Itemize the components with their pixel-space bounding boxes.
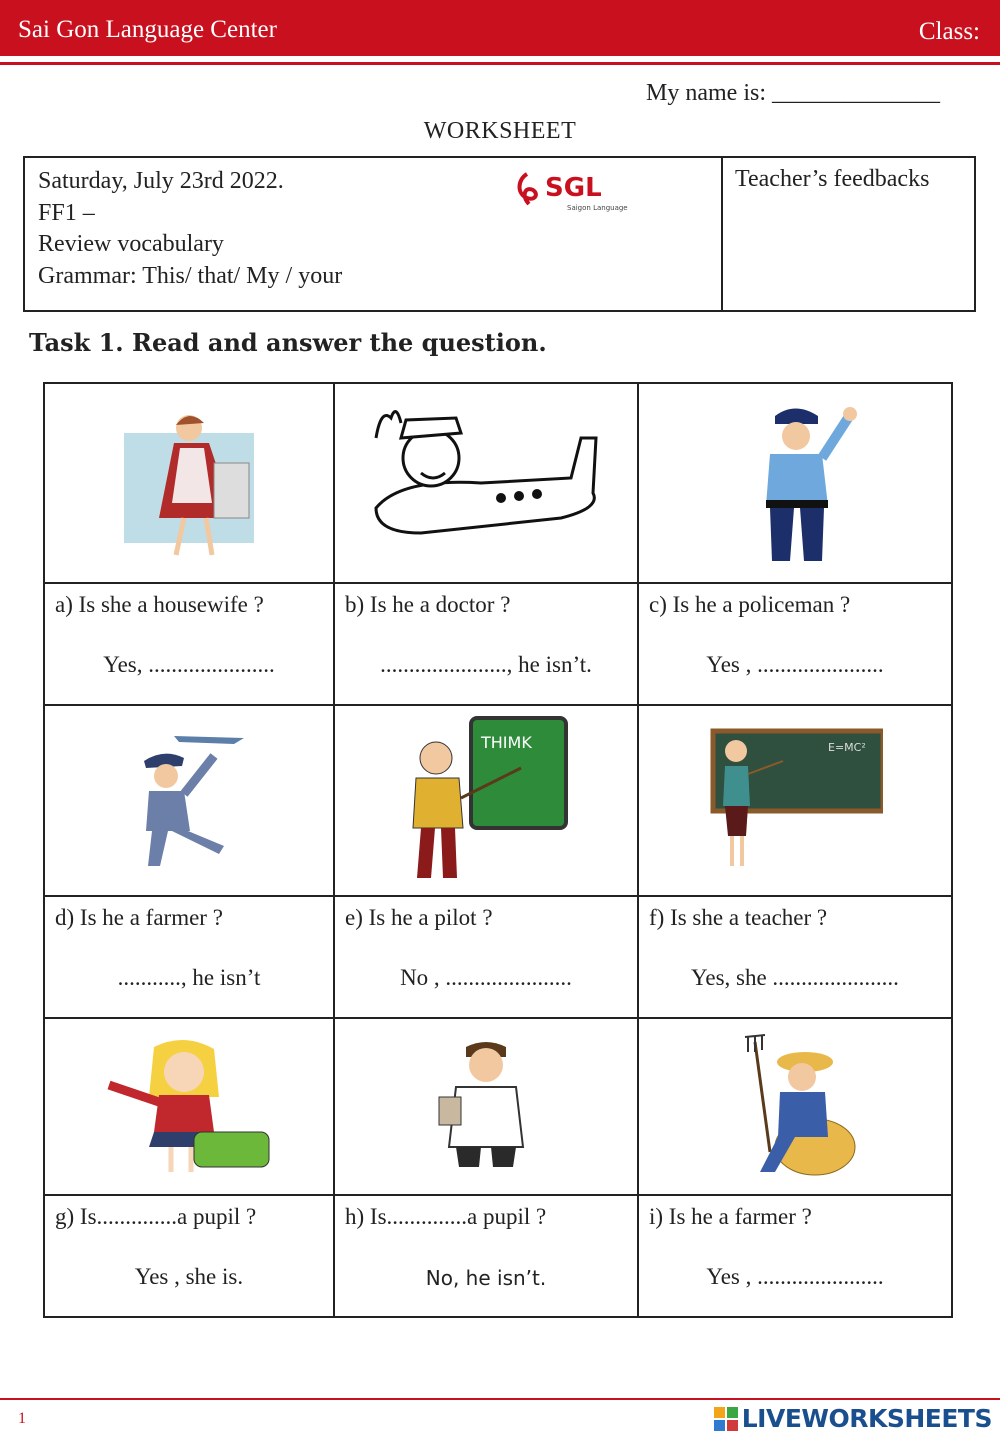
question-text: g) Is..............a pupil ? bbox=[55, 1204, 257, 1229]
image-cell bbox=[44, 1018, 334, 1195]
info-divider bbox=[721, 158, 723, 310]
question-cell-c bbox=[638, 583, 952, 705]
answer-field[interactable]: Yes, she ...................... bbox=[691, 965, 899, 990]
header-bar bbox=[0, 0, 1000, 56]
image-cell bbox=[638, 705, 952, 896]
policeman-illustration bbox=[720, 396, 870, 571]
worksheet-title: WORKSHEET bbox=[423, 118, 577, 144]
feedback-label: Teacher’s feedbacks bbox=[735, 166, 930, 192]
image-cell bbox=[638, 1018, 952, 1195]
pupil-girl-illustration bbox=[99, 1037, 279, 1177]
teacher-board-illustration bbox=[401, 713, 571, 888]
answer-text: No, he isn’t. bbox=[425, 1266, 547, 1290]
brand-text: LIVEWORKSHEETS bbox=[741, 1404, 992, 1433]
question-text: h) Is..............a pupil ? bbox=[345, 1204, 547, 1229]
logo-sub: Saigon Language bbox=[567, 204, 628, 212]
question-text: c) Is he a policeman ? bbox=[649, 592, 851, 617]
question-text: i) Is he a farmer ? bbox=[649, 1204, 812, 1229]
info-box bbox=[23, 156, 976, 312]
female-teacher-illustration bbox=[708, 726, 883, 876]
image-cell bbox=[44, 705, 334, 896]
footer-divider bbox=[0, 1398, 1000, 1400]
lesson-course: FF1 – bbox=[38, 199, 95, 226]
pilot-illustration bbox=[124, 726, 254, 876]
image-cell bbox=[334, 1018, 638, 1195]
pilot-plane-illustration bbox=[361, 398, 611, 568]
image-cell bbox=[334, 383, 638, 583]
question-cell-g bbox=[44, 1195, 334, 1317]
answer-field[interactable]: Yes , ...................... bbox=[706, 652, 884, 677]
center-name: Sai Gon Language Center bbox=[18, 16, 277, 43]
answer-field[interactable]: ..........., he isn’t bbox=[117, 965, 261, 990]
lesson-date: Saturday, July 23rd 2022. bbox=[38, 168, 284, 194]
question-text: b) Is he a doctor ? bbox=[345, 592, 511, 617]
answer-field[interactable]: Yes , ...................... bbox=[706, 1264, 884, 1289]
image-cell bbox=[638, 383, 952, 583]
task-title: Task 1. Read and answer the question. bbox=[29, 328, 547, 357]
question-text: a) Is she a housewife ? bbox=[55, 592, 264, 617]
sgl-logo bbox=[515, 166, 635, 216]
doctor-illustration bbox=[411, 1037, 561, 1177]
image-cell bbox=[334, 705, 638, 896]
logo-text: SGL bbox=[545, 173, 602, 203]
question-table bbox=[43, 382, 953, 1318]
housewife-illustration bbox=[114, 403, 264, 563]
question-cell-i bbox=[638, 1195, 952, 1317]
liveworksheets-logo-icon bbox=[714, 1407, 738, 1431]
lesson-info bbox=[38, 166, 342, 292]
image-cell bbox=[44, 383, 334, 583]
question-cell-e bbox=[334, 896, 638, 1018]
answer-field[interactable]: ......................, he isn’t. bbox=[380, 652, 592, 677]
question-cell-d bbox=[44, 896, 334, 1018]
question-cell-h bbox=[334, 1195, 638, 1317]
question-cell-a bbox=[44, 583, 334, 705]
question-text: e) Is he a pilot ? bbox=[345, 905, 493, 930]
svg-text:THIMK: THIMK bbox=[481, 733, 532, 752]
header-divider bbox=[0, 62, 1000, 65]
name-field[interactable]: My name is: ______________ bbox=[646, 80, 940, 106]
page-number: 1 bbox=[18, 1410, 26, 1427]
lesson-grammar: Grammar: This/ that/ My / your bbox=[38, 262, 343, 289]
lesson-topic: Review vocabulary bbox=[38, 231, 224, 257]
answer-field[interactable]: No , ...................... bbox=[400, 965, 572, 990]
class-label: Class: bbox=[918, 18, 980, 45]
question-cell-f bbox=[638, 896, 952, 1018]
farmer-illustration bbox=[730, 1032, 860, 1182]
svg-text:E=MC²: E=MC² bbox=[827, 740, 866, 754]
answer-text: Yes , she is. bbox=[134, 1264, 244, 1289]
liveworksheets-brand[interactable] bbox=[714, 1404, 992, 1433]
question-text: f) Is she a teacher ? bbox=[649, 905, 828, 930]
question-cell-b bbox=[334, 583, 638, 705]
question-text: d) Is he a farmer ? bbox=[55, 905, 223, 930]
answer-field[interactable]: Yes, ...................... bbox=[103, 652, 275, 677]
